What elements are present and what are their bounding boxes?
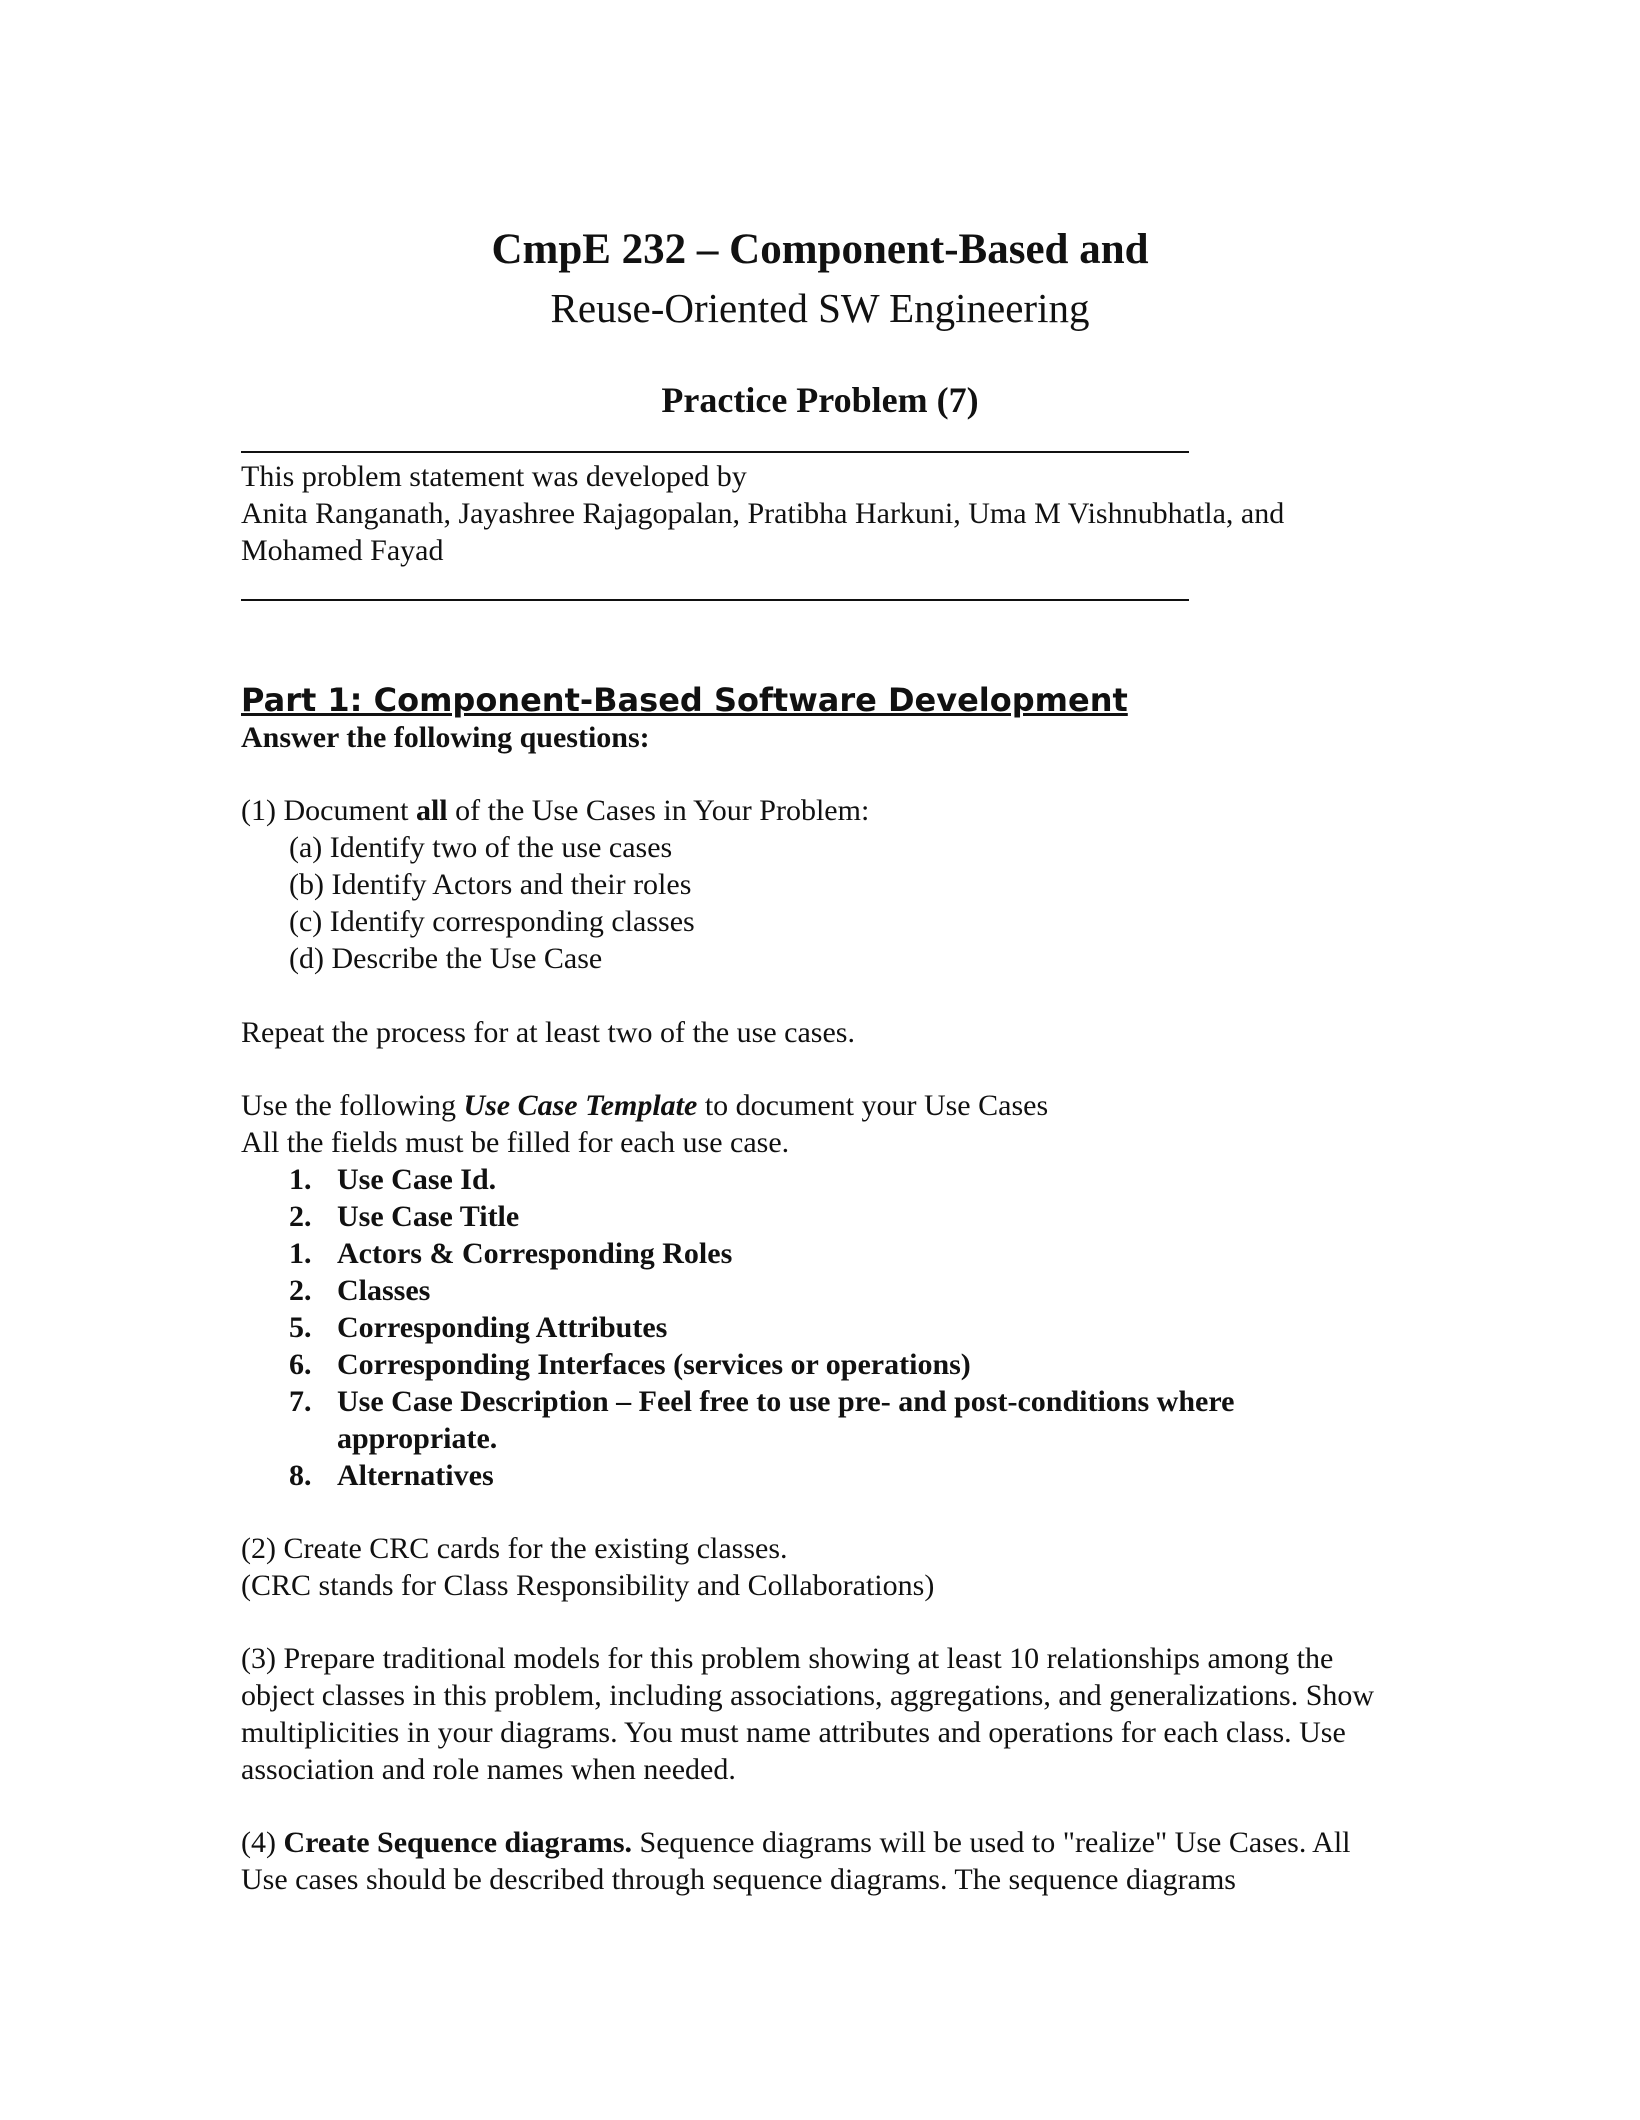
document-subtitle: Reuse-Oriented SW Engineering [550,285,1090,331]
subquestion-c: (c) Identify corresponding classes [289,905,695,938]
list-number: 8. [289,1459,312,1492]
question-1-emphasis: all [415,794,448,827]
question-4-suffix: Sequence diagrams will be used to "realize" Use Cases. All Use cases should be described through sequence diagrams. The sequence diagrams [241,1826,1351,1896]
credits-line: This problem statement was developed by [241,460,747,493]
list-number: 2. [289,1200,312,1233]
problem-title: Practice Problem (7) [661,380,979,420]
list-number: 1. [289,1163,312,1196]
list-item-text: Corresponding Interfaces (services or operations) [337,1348,971,1381]
question-3: (3) Prepare traditional models for this problem showing at least 10 relationships among the object classes in this problem, including associations, aggregations, and generalizations. Show multiplicities in your diagrams. You must name attributes and operations for each class. Use association and role names when needed. [241,1642,1375,1786]
list-item [289,1198,1389,1235]
list-item-text: Corresponding Attributes [337,1311,668,1344]
template-instruction [241,1087,1401,1161]
template-fields-list [289,1161,1389,1494]
template-suffix: to document your Use Cases [697,1089,1049,1122]
list-number: 2. [289,1274,312,1307]
question-4 [241,1824,1391,1898]
question-4-emphasis: Create Sequence diagrams. [283,1826,633,1859]
list-item [289,1346,1389,1383]
document-title: CmpE 232 – Component-Based and [491,226,1149,273]
list-number: 5. [289,1311,312,1344]
divider-top [241,451,1189,453]
question-2 [241,1530,1401,1604]
credits-authors-cont: Mohamed Fayad [241,534,444,567]
list-item [289,1309,1389,1346]
question-2-line-1: (2) Create CRC cards for the existing classes. [241,1532,788,1565]
question-1-prefix: (1) Document [241,794,416,827]
template-line-2: All the fields must be filled for each use case. [241,1126,790,1159]
list-item-text: Use Case Description – Feel free to use pre- and post-conditions where appropriate. [337,1385,1235,1455]
list-item [289,1235,1389,1272]
list-item-text: Classes [337,1274,431,1307]
list-number: 6. [289,1348,312,1381]
template-prefix: Use the following [241,1089,464,1122]
list-number: 7. [289,1385,312,1418]
question-4-prefix: (4) [241,1826,284,1859]
list-item [289,1457,1389,1494]
credits-block [241,458,1401,569]
list-item-text: Alternatives [337,1459,494,1492]
list-item-text: Use Case Title [337,1200,520,1233]
question-1 [241,792,1401,829]
list-item [289,1161,1389,1198]
list-item [289,1272,1389,1309]
credits-authors: Anita Ranganath, Jayashree Rajagopalan, Pratibha Harkuni, Uma M Vishnubhatla, and [241,497,1285,530]
divider-bottom [241,599,1189,601]
subquestion-a: (a) Identify two of the use cases [289,831,673,864]
part1-instruction: Answer the following questions: [241,721,650,754]
repeat-instruction: Repeat the process for at least two of the use cases. [241,1016,855,1049]
subquestion-b: (b) Identify Actors and their roles [289,868,692,901]
list-item-text: Use Case Id. [337,1163,497,1196]
template-line-1 [241,1087,1401,1124]
question-1-suffix: of the Use Cases in Your Problem: [447,794,870,827]
list-item-text: Actors & Corresponding Roles [337,1237,733,1270]
list-number: 1. [289,1237,312,1270]
list-item [289,1383,1389,1457]
question-2-line-2: (CRC stands for Class Responsibility and Collaborations) [241,1569,935,1602]
subquestion-d: (d) Describe the Use Case [289,942,603,975]
part1-heading: Part 1: Component-Based Software Development [241,681,1128,719]
template-name: Use Case Template [463,1089,698,1122]
